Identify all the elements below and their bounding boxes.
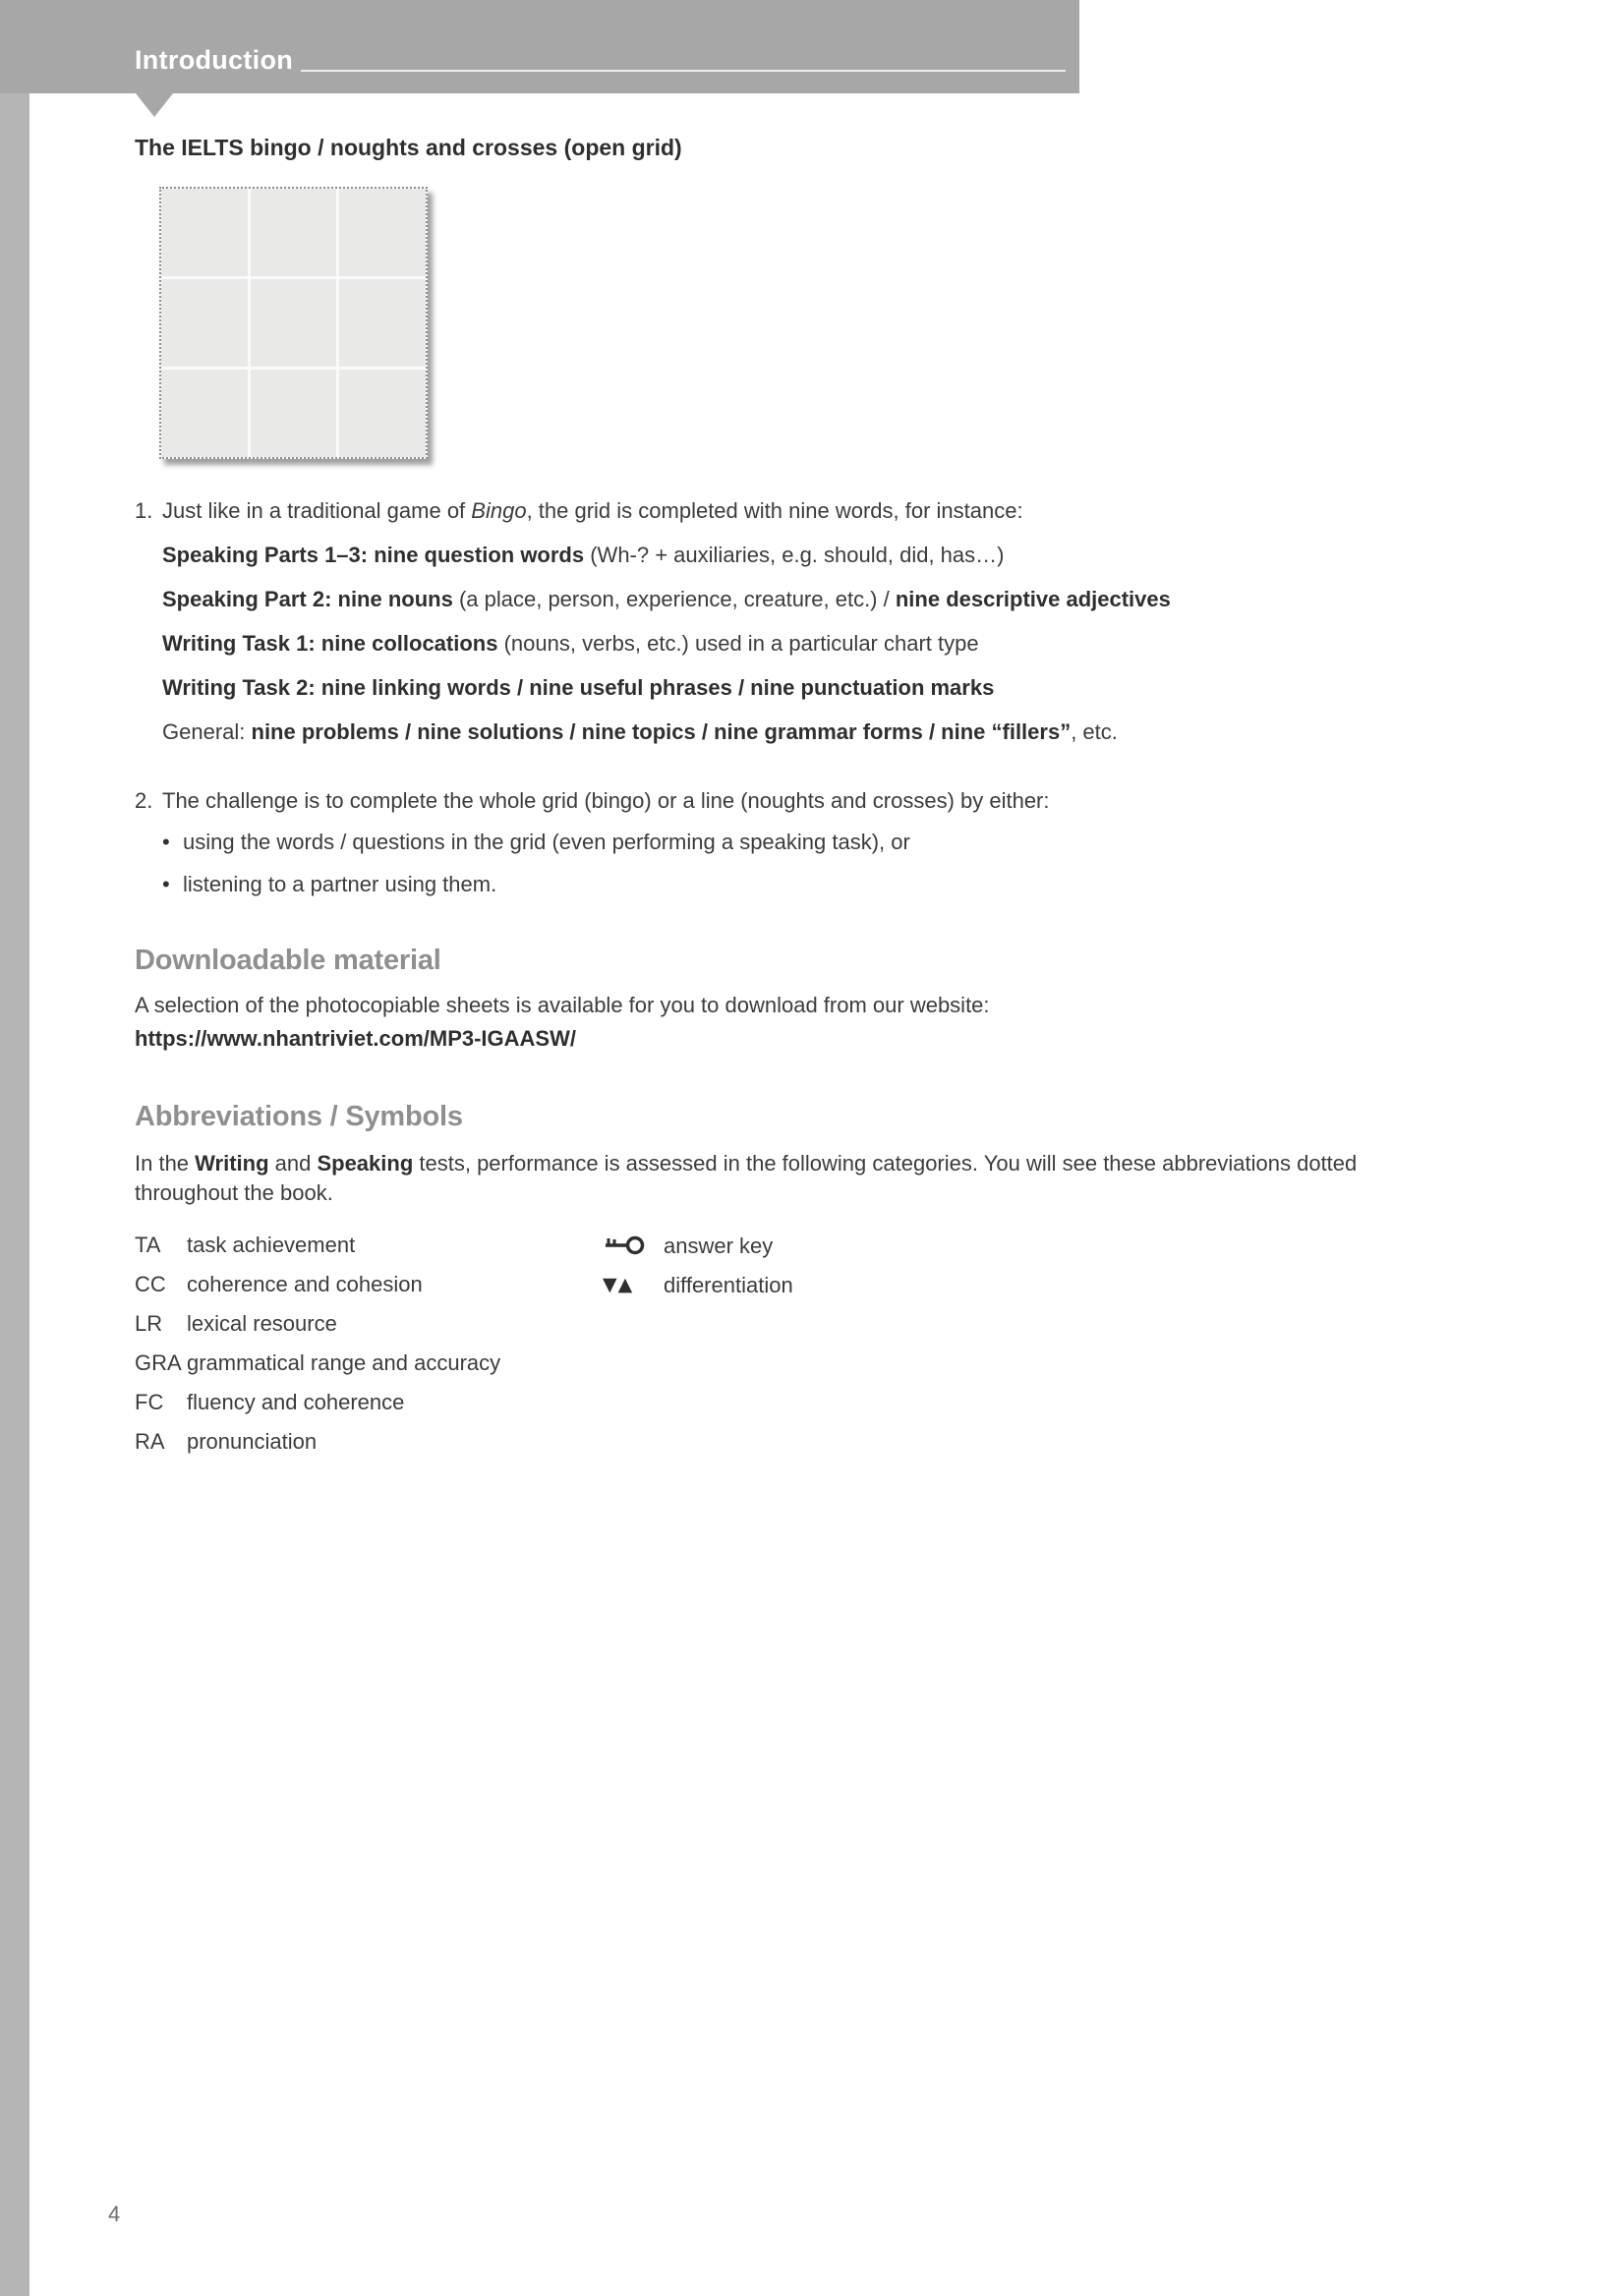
abbr-code: CC (135, 1272, 166, 1296)
example-bold: Writing Task 2: nine linking words / nine useful phrases / nine punctuation marks (162, 675, 995, 700)
example-bold: nine descriptive adjectives (895, 587, 1171, 611)
left-margin-strip (0, 0, 29, 2296)
grid-cell (161, 279, 248, 367)
abbr-code: TA (135, 1233, 161, 1257)
example-writing-task-2 (162, 672, 1511, 703)
differentiation-icon: ▼▲ (603, 1274, 634, 1295)
intro-text-run: and (268, 1151, 318, 1176)
intro-bold: Speaking (317, 1151, 414, 1176)
abbr-definition: fluency and coherence (187, 1390, 405, 1414)
example-speaking-parts-1-3 (162, 540, 1511, 570)
numbered-item-2 (135, 786, 1511, 816)
abbr-code: GRA (135, 1350, 182, 1375)
item-text: The challenge is to complete the whole grid (bingo) or a line (noughts and crosses) by either: (162, 788, 1050, 813)
example-bold: Speaking Parts 1–3: nine question words (162, 543, 585, 567)
abbr-code: LR (135, 1311, 163, 1336)
abbr-row-ra (135, 1430, 1511, 1453)
abbr-definition: coherence and cohesion (187, 1272, 423, 1296)
bingo-grid-figure (159, 187, 428, 459)
abbr-definition: answer key (664, 1233, 774, 1258)
grid-cell (339, 189, 426, 276)
bullet-item: • listening to a partner using them. (162, 870, 1511, 899)
example-bold: Speaking Part 2: nine nouns (162, 587, 453, 611)
example-text: (a place, person, experience, creature, etc.) / (452, 587, 896, 611)
example-bold: Writing Task 1: nine collocations (162, 631, 498, 656)
numbered-item-1 (135, 496, 1511, 526)
item-text-run: , the grid is completed with nine words, for instance: (526, 498, 1023, 523)
abbr-code: FC (135, 1390, 164, 1414)
abbr-row-ta (135, 1234, 1511, 1256)
abbr-definition: lexical resource (187, 1311, 337, 1336)
section-heading-bingo: The IELTS bingo / noughts and crosses (open grid) (135, 135, 682, 160)
page-header-band (0, 0, 1079, 93)
intro-text-run: tests, performance is assessed in the following categories. You will see these abbreviations dotted throughout the book. (135, 1151, 1358, 1205)
abbr-row-answer-key (603, 1234, 793, 1257)
page-number: 4 (108, 2202, 121, 2226)
heading-abbreviations-symbols: Abbreviations / Symbols (135, 1101, 463, 1132)
grid-cell (251, 370, 337, 457)
abbreviations-left-column (135, 1234, 1511, 1453)
downloadable-text: A selection of the photocopiable sheets is available for you to download from our website: (135, 993, 990, 1017)
intro-text-run: In the (135, 1151, 196, 1176)
example-text: (nouns, verbs, etc.) used in a particular chart type (497, 631, 979, 656)
example-bold: nine problems / nine solutions / nine topics / nine grammar forms / nine “fillers” (251, 719, 1072, 744)
item-text (162, 496, 1023, 526)
abbr-row-cc (135, 1273, 1511, 1295)
item-text-italic: Bingo (471, 498, 527, 523)
grid-cell (339, 370, 426, 457)
abbreviations-table (135, 1234, 1511, 1453)
abbr-definition: task achievement (187, 1233, 356, 1257)
grid-cell (339, 279, 426, 367)
bullet-item: • using the words / questions in the grid (even performing a speaking task), or (162, 828, 1511, 857)
intro-bold: Writing (195, 1151, 269, 1176)
challenge-bullet-list (135, 828, 1511, 899)
example-speaking-part-2 (162, 584, 1244, 614)
example-text: General: (162, 719, 252, 744)
abbr-row-lr (135, 1312, 1511, 1335)
example-text: , etc. (1071, 719, 1118, 744)
item-number: 2. (135, 788, 153, 813)
heading-downloadable-material: Downloadable material (135, 945, 441, 976)
key-icon (603, 1234, 664, 1257)
item-text-run: Just like in a traditional game of (162, 498, 472, 523)
example-writing-task-1 (162, 628, 1511, 659)
header-title: Introduction (135, 45, 294, 75)
abbreviations-intro (135, 1149, 1403, 1208)
abbr-definition: pronunciation (187, 1429, 318, 1454)
grid-cell (251, 279, 337, 367)
download-url: https://www.nhantriviet.com/MP3-IGAASW/ (135, 1026, 576, 1051)
example-list (135, 540, 1511, 747)
abbr-definition: differentiation (664, 1273, 793, 1297)
abbr-definition: grammatical range and accuracy (187, 1350, 501, 1375)
abbreviations-right-column (603, 1234, 793, 1313)
grid-cell (161, 370, 248, 457)
grid-cell (161, 189, 248, 276)
abbr-code: RA (135, 1429, 165, 1454)
header-rule (301, 70, 1066, 72)
abbr-row-fc (135, 1391, 1511, 1413)
grid-cell (251, 189, 337, 276)
abbr-row-gra (135, 1351, 1511, 1374)
item-number: 1. (135, 498, 153, 523)
example-general (162, 717, 1511, 747)
example-text: (Wh-? + auxiliaries, e.g. should, did, has…) (584, 543, 1005, 567)
abbr-row-differentiation (603, 1274, 793, 1296)
page-content (135, 93, 1511, 1469)
